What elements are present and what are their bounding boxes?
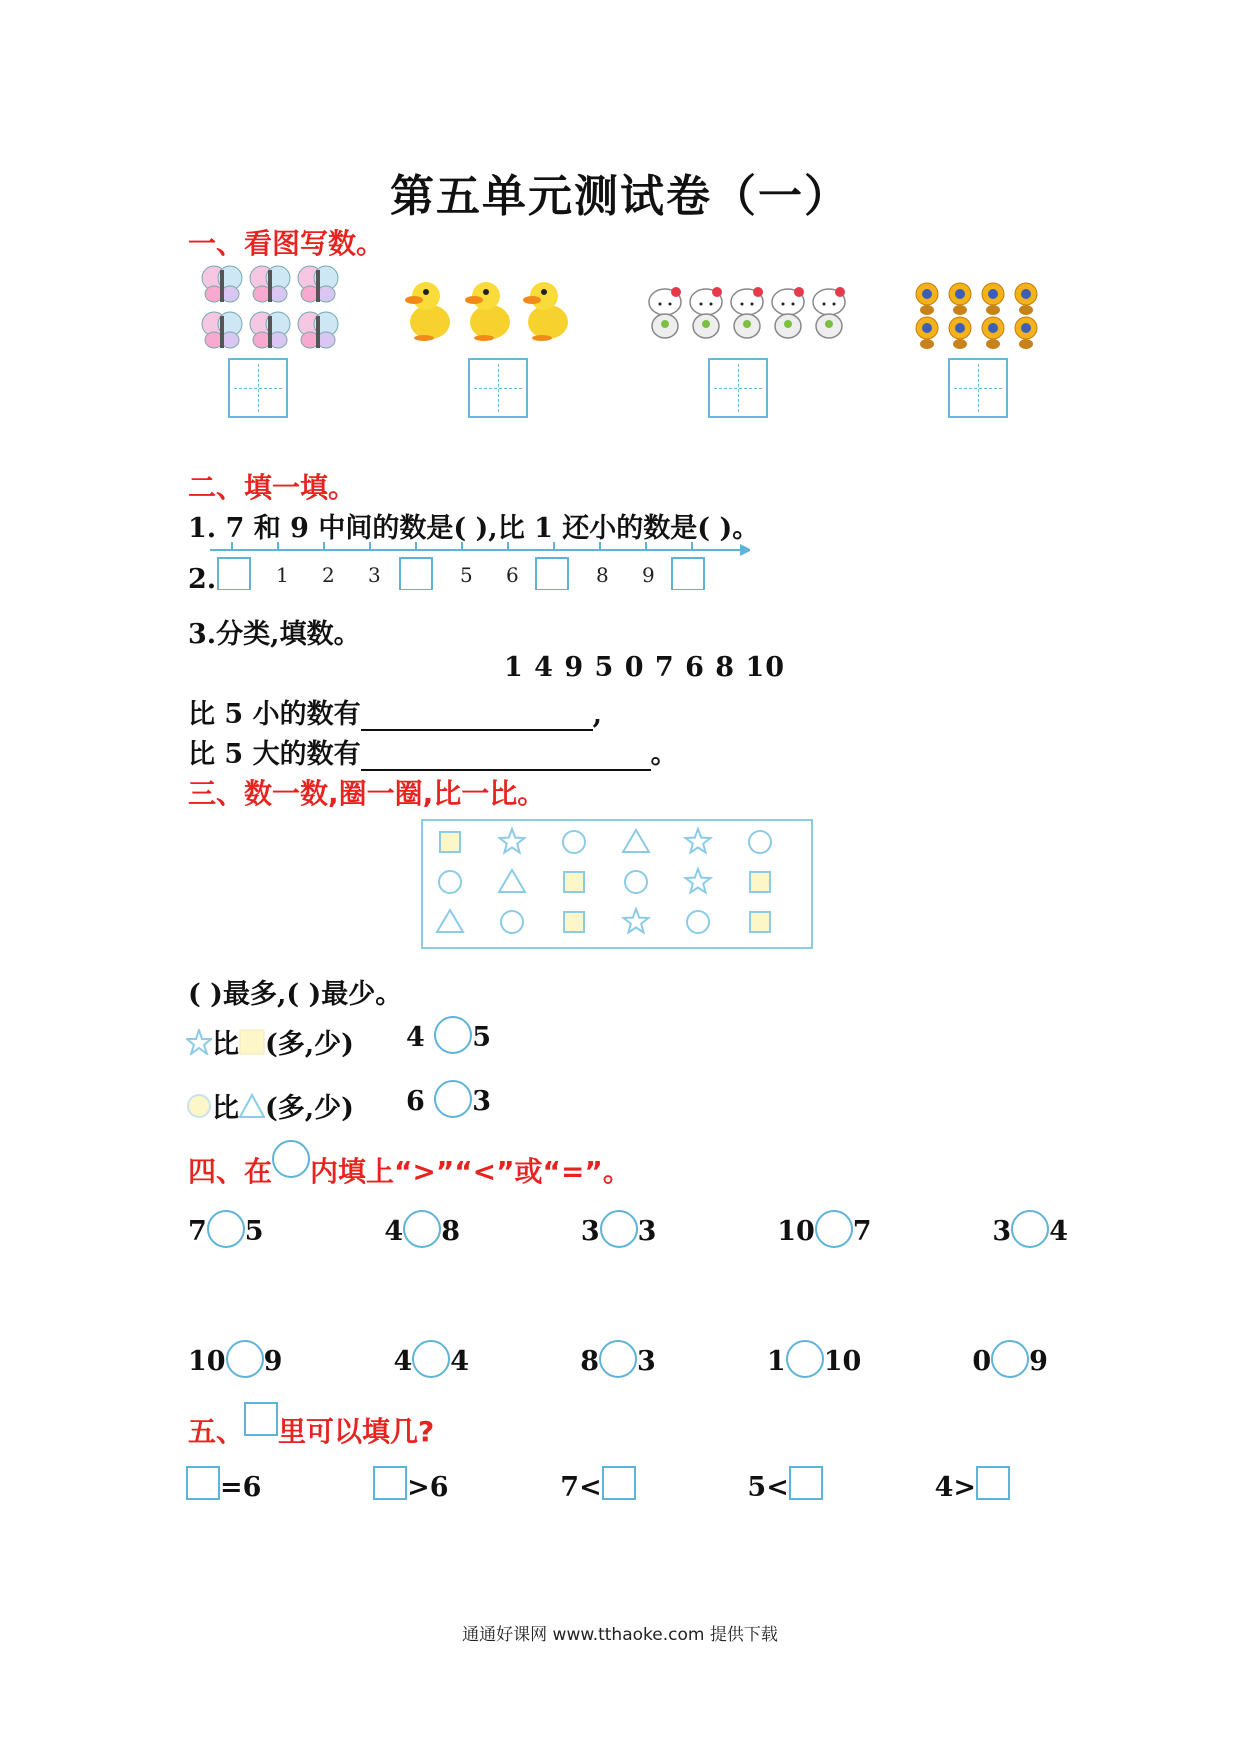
compare-2-right: 3 [472, 1086, 491, 1117]
tick-label: 3 [368, 563, 381, 587]
compare-left: 3 [580, 1216, 600, 1247]
fill-item [560, 1472, 635, 1503]
fill-item [186, 1472, 261, 1503]
compare-circle[interactable] [412, 1340, 450, 1378]
kitty-icon [646, 284, 848, 340]
number-set: 1 4 9 5 0 7 6 8 10 [504, 652, 786, 683]
circle-icon[interactable] [501, 911, 523, 933]
compare-item [393, 1346, 469, 1378]
less-end: , [592, 699, 602, 730]
compare-1-left: 4 [406, 1022, 425, 1053]
compare-right: 7 [852, 1216, 872, 1247]
compare-circle-2[interactable] [434, 1080, 472, 1118]
square-icon[interactable] [750, 872, 770, 892]
compare-item [581, 1216, 657, 1248]
numberline-box-3[interactable] [536, 558, 568, 590]
tick-label: 6 [506, 563, 519, 587]
compare-circle[interactable] [991, 1340, 1029, 1378]
section-5-heading-a: 五、 [188, 1415, 245, 1448]
compare-item [777, 1216, 871, 1248]
more-than-5-row [188, 732, 678, 771]
compare-2-left: 6 [406, 1086, 425, 1117]
section-5-heading [188, 1410, 434, 1450]
numberline-box-1[interactable] [218, 558, 250, 590]
compare-left: 3 [992, 1216, 1012, 1247]
star-icon[interactable] [686, 829, 711, 853]
compare-circle[interactable] [226, 1340, 264, 1378]
compare-circle[interactable] [403, 1210, 441, 1248]
compare-circle[interactable] [1011, 1210, 1049, 1248]
answer-box-4[interactable] [948, 358, 1008, 418]
tick-label: 5 [460, 563, 473, 587]
compare-row-1 [186, 1022, 354, 1061]
circle-icon[interactable] [439, 871, 461, 893]
star-icon [186, 1029, 212, 1055]
compare-item [188, 1346, 282, 1378]
compare-left: 10 [777, 1216, 815, 1247]
footer-credit: 通通好课网 www.tthaoke.com 提供下载 [462, 1625, 778, 1645]
fill-row [186, 1472, 1010, 1503]
answer-box-3[interactable] [708, 358, 768, 418]
square-icon [239, 1029, 265, 1055]
compare-right: 9 [263, 1346, 283, 1377]
triangle-icon[interactable] [437, 910, 463, 932]
section-4-heading-b: 内填上“>”“<”或“=”。 [310, 1155, 631, 1188]
fill-item [935, 1472, 1010, 1503]
numberline-box-4[interactable] [672, 558, 704, 590]
compare-row-b [188, 1346, 1048, 1378]
triangle-icon[interactable] [499, 870, 525, 892]
compare-left: 10 [188, 1346, 226, 1377]
fill-post: >6 [407, 1472, 449, 1503]
compare-left: 7 [188, 1216, 207, 1247]
fill-box[interactable] [602, 1466, 636, 1500]
answer-box-1[interactable] [228, 358, 288, 418]
circle-icon[interactable] [625, 871, 647, 893]
fill-box[interactable] [976, 1466, 1010, 1500]
compare-1-right: 5 [472, 1022, 491, 1053]
section-4-heading [188, 1150, 631, 1190]
duck-group [404, 278, 576, 346]
question-2-label: 2. [188, 564, 217, 595]
less-than-5-row [188, 692, 602, 731]
compare-item [580, 1346, 656, 1378]
page-title: 第五单元测试卷（一） [390, 171, 850, 222]
butterfly-group [196, 262, 346, 358]
tick-label: 2 [322, 563, 335, 587]
compare-right: 3 [637, 1216, 657, 1247]
compare-left: 0 [972, 1346, 992, 1377]
fill-item [373, 1472, 448, 1503]
compare-item [992, 1216, 1068, 1248]
most-least-question: ( )最多,( )最少。 [188, 979, 403, 1010]
number-compare-2 [406, 1086, 491, 1118]
flower-icon [912, 282, 1044, 352]
compare-circle[interactable] [600, 1210, 638, 1248]
compare-circle[interactable] [815, 1210, 853, 1248]
compare-row-2 [186, 1086, 354, 1125]
fill-pre: 7< [560, 1472, 602, 1503]
badge-group [912, 282, 1044, 356]
compare-1-text: 比 [212, 1029, 239, 1060]
section-1-heading: 一、看图写数。 [188, 227, 385, 260]
question-3-label: 3.分类,填数。 [188, 619, 361, 650]
square-icon[interactable] [564, 872, 584, 892]
circle-icon[interactable] [563, 831, 585, 853]
star-icon[interactable] [624, 909, 649, 933]
compare-left: 8 [580, 1346, 599, 1377]
number-line [210, 538, 750, 590]
more-answer-blank[interactable] [361, 741, 651, 771]
fill-post: =6 [220, 1472, 262, 1503]
square-icon[interactable] [564, 912, 584, 932]
compare-circle-1[interactable] [434, 1016, 472, 1054]
square-icon[interactable] [440, 832, 460, 852]
compare-right: 4 [450, 1346, 470, 1377]
circle-icon [272, 1140, 310, 1178]
section-2-heading: 二、填一填。 [188, 471, 357, 504]
fill-item [747, 1472, 822, 1503]
compare-right: 5 [244, 1216, 264, 1247]
fill-pre: 4> [934, 1472, 976, 1503]
compare-right: 9 [1029, 1346, 1048, 1377]
star-icon[interactable] [500, 829, 525, 853]
less-answer-blank[interactable] [361, 701, 593, 731]
more-end: 。 [650, 739, 678, 770]
section-5-heading-b: 里可以填几? [278, 1415, 435, 1448]
fill-box[interactable] [789, 1466, 823, 1500]
triangle-icon[interactable] [623, 830, 649, 852]
compare-item [767, 1346, 861, 1378]
compare-1-tail: (多,少) [265, 1029, 354, 1060]
less-label: 比 5 小的数有 [188, 699, 361, 730]
fill-pre: 5< [747, 1472, 789, 1503]
fill-box[interactable] [373, 1466, 407, 1500]
duck-icon [404, 278, 576, 342]
circle-icon[interactable] [749, 831, 771, 853]
fill-box[interactable] [186, 1466, 220, 1500]
question-1: 1. 7 和 9 中间的数是( ),比 1 还小的数是( )。 [188, 513, 760, 544]
compare-2-text: 比 [212, 1093, 239, 1124]
shape-grid [420, 818, 814, 950]
butterfly-icon [196, 262, 346, 354]
compare-right: 3 [636, 1346, 656, 1377]
answer-box-2[interactable] [468, 358, 528, 418]
compare-right: 4 [1049, 1216, 1068, 1247]
compare-circle[interactable] [786, 1340, 824, 1378]
compare-circle[interactable] [207, 1210, 245, 1248]
kitty-group [646, 284, 848, 344]
tick-label: 8 [596, 563, 609, 587]
compare-row-a [188, 1216, 1068, 1248]
numberline-box-2[interactable] [400, 558, 432, 590]
compare-left: 4 [384, 1216, 404, 1247]
compare-right: 8 [441, 1216, 460, 1247]
square-icon[interactable] [750, 912, 770, 932]
triangle-icon [239, 1093, 265, 1119]
number-compare-1 [406, 1022, 491, 1054]
more-label: 比 5 大的数有 [188, 739, 361, 770]
compare-right: 10 [823, 1346, 862, 1377]
circle-icon[interactable] [687, 911, 709, 933]
compare-item [972, 1346, 1048, 1378]
compare-left: 4 [393, 1346, 413, 1377]
compare-left: 1 [766, 1346, 786, 1377]
tick-label: 9 [642, 563, 655, 587]
section-4-heading-a: 四、在 [188, 1155, 273, 1188]
section-3-heading: 三、数一数,圈一圈,比一比。 [188, 777, 546, 810]
tick-label: 1 [276, 563, 289, 587]
compare-2-tail: (多,少) [265, 1093, 354, 1124]
star-icon[interactable] [686, 869, 711, 893]
compare-item [188, 1216, 264, 1248]
compare-circle[interactable] [599, 1340, 637, 1378]
square-icon [244, 1402, 278, 1436]
circle-icon [186, 1093, 212, 1119]
compare-item [384, 1216, 460, 1248]
